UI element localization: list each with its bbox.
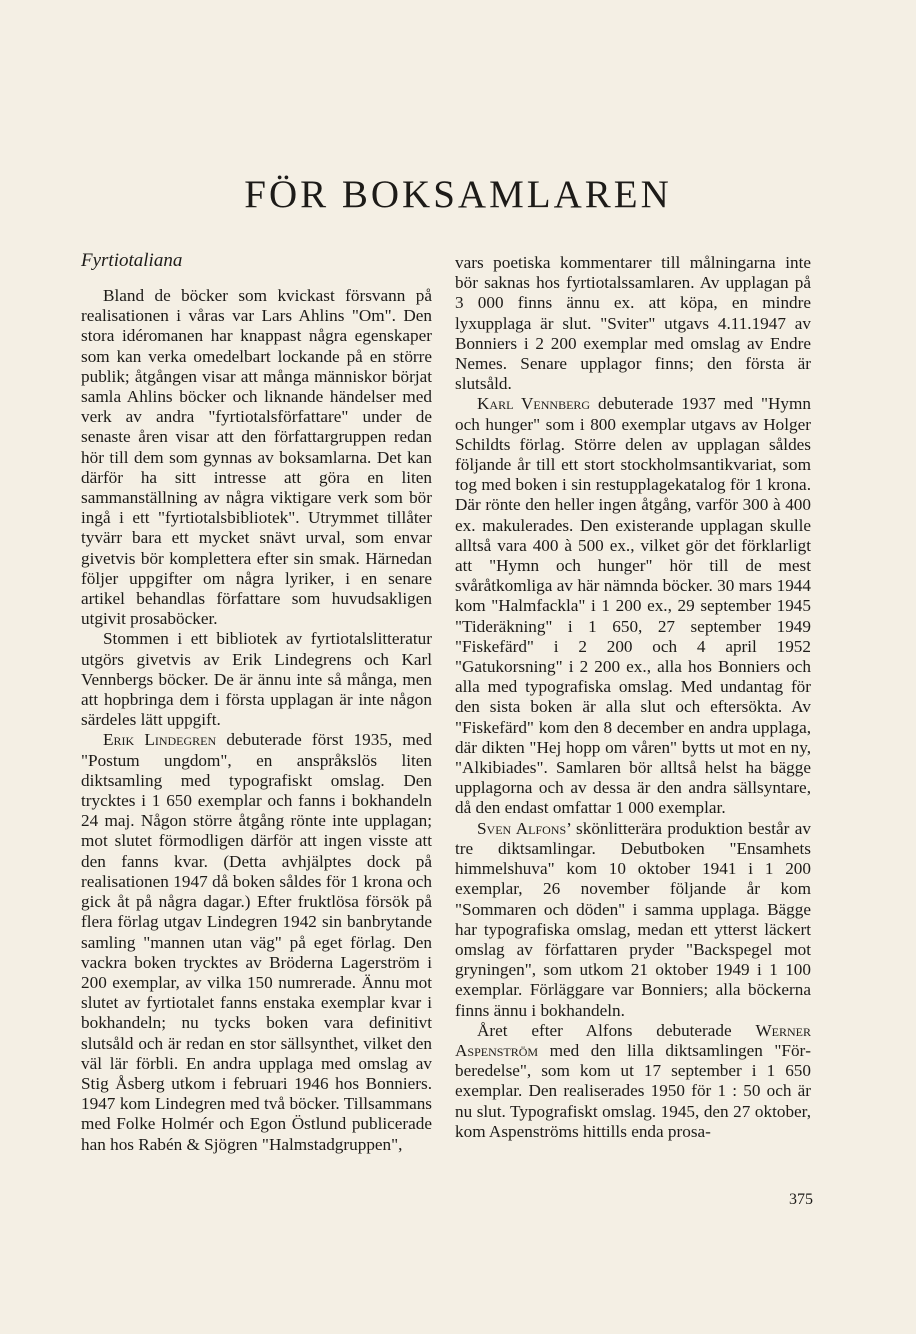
- page-number: 375: [789, 1191, 813, 1208]
- paragraph: [81, 730, 432, 1154]
- paragraph: [455, 819, 811, 1021]
- right-column: [455, 253, 811, 1142]
- paragraph-text: Året efter Alfons debuterade: [477, 1020, 756, 1040]
- paragraph-text: debuterade först 1935, med "Postum ungdom", en anspråkslös liten diktsamling med typografiskt omslag. Den trycktes i 1 650 exemplar och fanns i bokhandeln 24 maj. Någon större åtgång rönte inte upplagan; mot slutet förmodligen därför att ingen visste att den fanns kvar. (Detta avhjälptes dock på realisationen 1947 då boken såldes för 1 krona och gick åt på några dagar.) Efter fruktlösa försök på flera förlag utgav Lindegren 1942 sin banbrytande samling "mannen utan väg" på eget förlag. Den vackra boken trycktes av Bröderna Lagerström i 200 exemplar, av vilka 150 numrerade. Ännu mot slutet av fyrtiotalet fanns enstaka exemplar kvar i bokhandeln; nu tycks boken vara definitivt slutsåld och är redan en stor sällsynthet, vilket den väl lär förbli. En andra upplaga med omslag av Stig Åsberg utkom i februari 1946 hos Bonniers. 1947 kom Lindegren med två böcker. Tillsammans med Folke Holmér och Egon Östlund publicerade han hos Rabén & Sjögren "Halmstadgruppen",: [81, 730, 432, 1154]
- paragraph: Bland de böcker som kvickast försvann på realisationen i våras var Lars Ahlins "Om". Den stora idéromanen har knappast några egenskaper som kan verka omedelbart lockande på en större publik; åtgången visar att många människor börjat samla Ahlins böcker och liknande händelser med verk av andra "fyrtiotalsförfattare" under de senaste åren visar att den författargruppen redan hör till dem som gynnas av boksamlarna. Det kan därför ha sitt intresse att göra en liten sammanställning av några viktigare verk som bör ingå i ett "fyrtiotalsbibliotek". Utrymmet tillåter tyvärr bara ett mycket snävt urval, som envar givetvis bör komplettera efter sin smak. Härnedan följer uppgifter om några lyriker, i en senare artikel behandlas författare som huvudsakligen utgivit prosaböcker.: [81, 286, 432, 629]
- paragraph: [455, 394, 811, 818]
- paragraph-text: debuterade 1937 med "Hymn och hunger" som i 800 exemplar utgavs av Holger Schildts förlag. Större delen av upplagan såldes följande år till ett stort stockholmsantikvariat, som tog med boken i sin restupplagekatalog för 1 krona. Där rönte den heller ingen åtgång, varför 300 à 400 ex. makulerades. Den existerande upplagan skulle alltså vara 400 à 500 ex., vilket gör det förklarligt att "Hymn och hunger" hör till de mest svåråtkomliga av här nämnda böcker. 30 mars 1944 kom "Halmfackla" i 1 200 ex., 29 september 1945 "Tideräkning" i 1 650, 27 september 1949 "Fiskefärd" i 2 200 och 4 april 1952 "Gatukorsning" i 2 200 ex., alla hos Bonniers och alla med typografiska omslag. Med undantag för den sista boken är alla slut och eftersökta. Av "Fiskefärd" kom den 8 december en andra upplaga, där dikten "Hej hopp om våren" bytts ut mot en ny, "Alkibiades". Samlaren bör alltså helst ha bägge upplagorna och av dessa är den andra sällsyntare, då den endast omfattar 1 000 exemplar.: [455, 394, 811, 818]
- paragraph-text: med den lilla diktsamlingen "Förberedelse", som kom ut 17 september i 1 650 exemplar. Den realiserades 1950 för 1 : 50 och är nu slut. Typografiskt omslag. 1945, den 27 oktober, kom Aspenströms hittills enda prosa-: [455, 1040, 811, 1141]
- author-name: Karl Vennberg: [477, 394, 591, 414]
- paragraph-text: ’ skönlitterära produktion består av tre diktsamlingar. Debutboken "Ensamhets himmelshuva" kom 10 oktober 1941 i 1 200 exemplar, 26 november följande år kom "Sommaren och döden" i samma upplaga. Bägge har typografiska omslag, medan ett ytterst läckert omslag av författaren pryder "Backspegel mot gryningen", som utkom 21 oktober 1949 i 1 100 exemplar. Förläggare var Bonniers; alla böckerna finns ännu i bokhandeln.: [455, 818, 811, 1020]
- left-column: [81, 250, 432, 1155]
- author-name: Sven Alfons: [477, 818, 567, 838]
- author-name: Werner Aspenström: [455, 1020, 811, 1060]
- page-title: FÖR BOKSAMLAREN: [244, 173, 672, 216]
- paragraph: [455, 1021, 811, 1142]
- section-heading: Fyrtiotaliana: [81, 250, 183, 271]
- paragraph: Stommen i ett bibliotek av fyrtiotalslitteratur utgörs givetvis av Erik Lindegrens och Karl Vennbergs böcker. De är ännu inte så många, men att hopbringa dem i första upplagan är inte någon särdeles lätt uppgift.: [81, 629, 432, 730]
- author-name: Erik Lindegren: [103, 730, 217, 750]
- paragraph: vars poetiska kommentarer till målningarna inte bör saknas hos fyrtiotalssamlaren. Av upplagan på 3 000 finns ännu ex. att köpa, en mindre lyxupplaga är slut. "Sviter" utgavs 4.11.1947 av Bonniers i 2 200 exemplar med omslag av Endre Nemes. Senare upplagor finns; den första är slutsåld.: [455, 253, 811, 394]
